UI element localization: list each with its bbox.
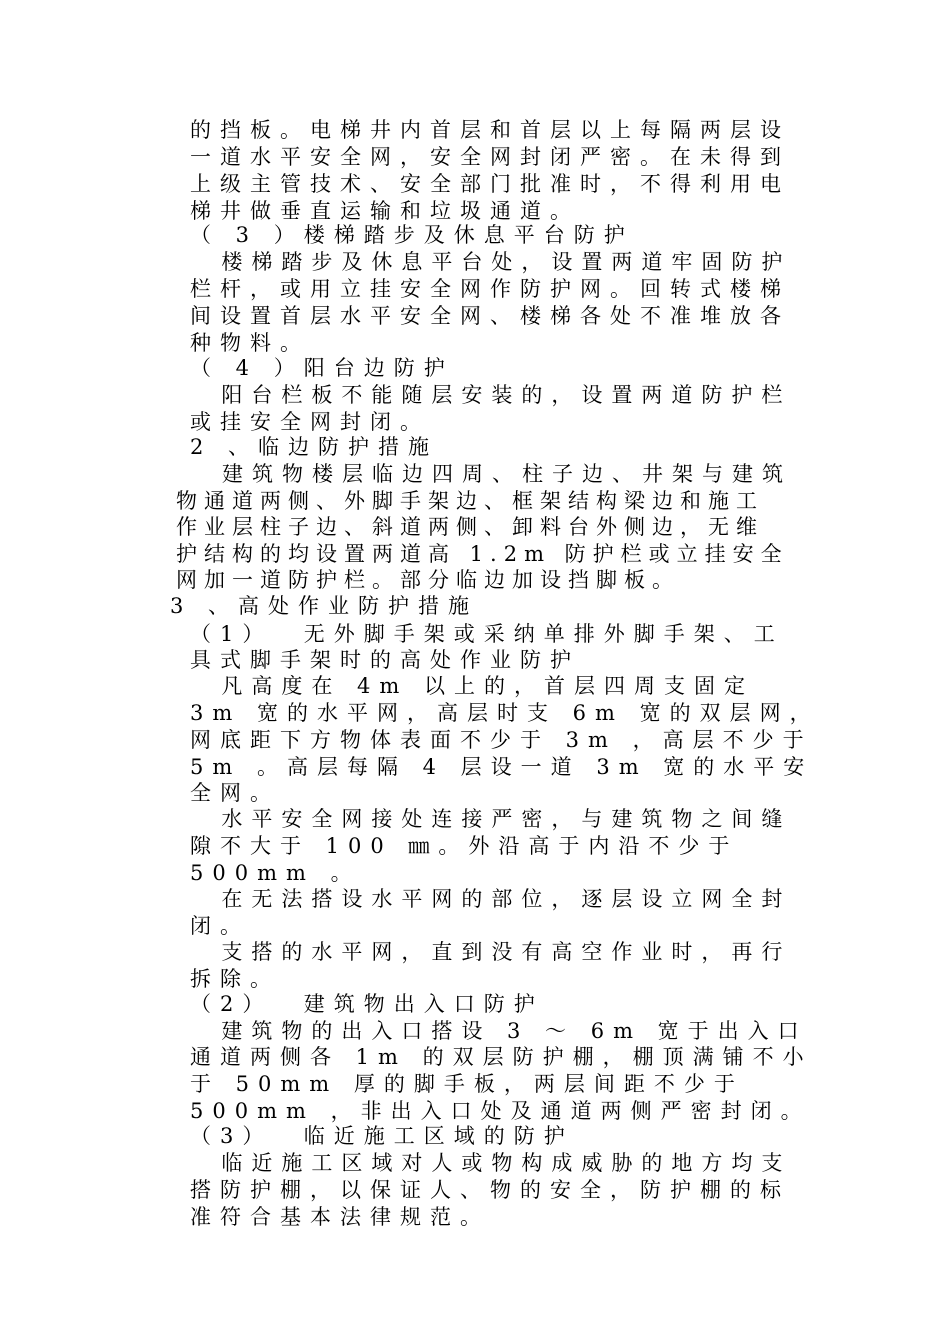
- text-line: 建筑物的出入口搭设 3 ～ 6m 宽于出入口: [190, 1019, 808, 1043]
- text-line: 500mm ，非出入口处及通道两侧严密封闭。: [190, 1099, 811, 1123]
- section-heading: 2 、临边防护措施: [190, 435, 439, 459]
- section-heading: （3） 临近施工区域的防护: [190, 1124, 574, 1148]
- text-line: 建筑物楼层临边四周、柱子边、井架与建筑: [222, 462, 792, 486]
- section-heading: （ 4 ）阳台边防护: [190, 356, 454, 380]
- text-line: 3m 宽的水平网，高层时支 6m 宽的双层网，: [190, 701, 820, 725]
- text-line: 拆除。: [190, 967, 280, 991]
- text-line: 网加一道防护栏。部分临边加设挡脚板。: [176, 568, 680, 592]
- text-line: 楼梯踏步及休息平台处，设置两道牢固防护: [190, 250, 792, 274]
- text-line: 作业层柱子边、斜道两侧、卸料台外侧边，无维: [176, 515, 764, 539]
- text-line: 准符合基本法律规范。: [190, 1205, 490, 1229]
- text-line: 500mm 。: [190, 861, 361, 885]
- text-line: 护结构的均设置两道高 1.2m 防护栏或立挂安全: [176, 542, 789, 566]
- text-line: 一道水平安全网，安全网封闭严密。在未得到: [190, 145, 790, 169]
- text-line: 的挡板。电梯井内首层和首层以上每隔两层设: [190, 118, 790, 142]
- text-line: 阳台栏板不能随层安装的，设置两道防护栏: [190, 383, 792, 407]
- text-line: 于 50mm 厚的脚手板，两层间距不少于: [190, 1072, 744, 1096]
- text-line: 或挂安全网封闭。: [190, 410, 430, 434]
- text-line: 梯井做垂直运输和垃圾通道。: [190, 199, 580, 223]
- text-line: 网底距下方物体表面不少于 3m ，高层不少于: [190, 728, 813, 752]
- text-line: 通道两侧各 1m 的双层防护棚，棚顶满铺不小: [190, 1045, 813, 1069]
- text-line: 5m 。高层每隔 4 层设一道 3m 宽的水平安: [190, 755, 814, 779]
- section-heading: （2） 建筑物出入口防护: [190, 992, 544, 1016]
- section-heading: （1） 无外脚手架或采纳单排外脚手架、工: [190, 622, 784, 646]
- section-heading: （ 3 ）楼梯踏步及休息平台防护: [190, 223, 634, 247]
- text-line: 间设置首层水平安全网、楼梯各处不准堆放各: [190, 304, 790, 328]
- text-line: 上级主管技术、安全部门批准时，不得利用电: [190, 172, 790, 196]
- text-line: 在无法搭设水平网的部位，逐层设立网全封: [190, 887, 792, 911]
- text-line: 栏杆，或用立挂安全网作防护网。回转式楼梯: [190, 277, 790, 301]
- text-line: 水平安全网接处连接严密，与建筑物之间缝: [190, 807, 792, 831]
- text-line: 临近施工区域对人或物构成威胁的地方均支: [190, 1151, 792, 1175]
- text-line: 支搭的水平网，直到没有高空作业时，再行: [190, 940, 792, 964]
- text-line: 闭。: [190, 914, 250, 938]
- text-line: 隙不大于 100 ㎜。外沿高于内沿不少于: [190, 834, 739, 858]
- text-line: 具式脚手架时的高处作业防护: [190, 648, 580, 672]
- text-line: 物通道两侧、外脚手架边、框架结构梁边和施工: [176, 489, 764, 513]
- section-heading: 3 、高处作业防护措施: [170, 594, 479, 618]
- text-line: 全网。: [190, 781, 280, 805]
- text-line: 凡高度在 4m 以上的，首层四周支固定: [190, 674, 754, 698]
- text-line: 搭防护棚，以保证人、物的安全，防护棚的标: [190, 1178, 790, 1202]
- text-line: 种物料。: [190, 331, 310, 355]
